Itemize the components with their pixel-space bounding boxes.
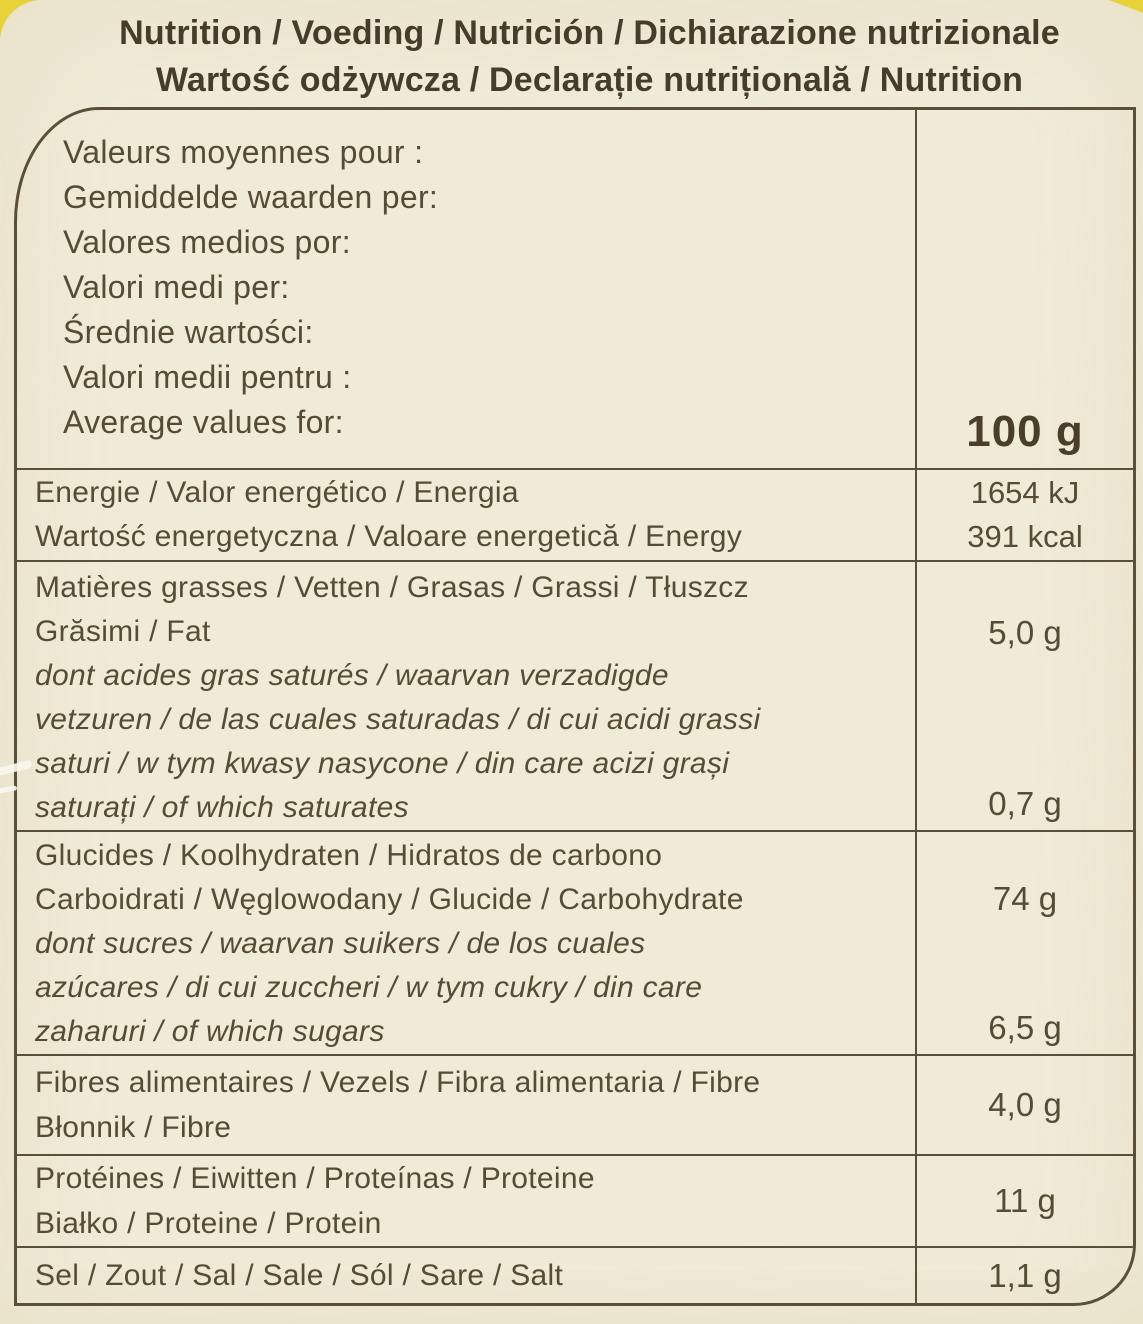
- header-line: Valores medios por:: [63, 224, 351, 260]
- fiber-label: [17, 1056, 915, 1154]
- serving-size-value: 100 g: [966, 407, 1084, 456]
- fat-saturates-label-line: saturați / of which saturates: [35, 791, 409, 824]
- protein-row: [17, 1156, 1133, 1248]
- header-line: Valori medii pentru :: [63, 359, 352, 395]
- nutrition-table: [14, 107, 1136, 1306]
- fat-label-line: Matières grasses / Vetten / Grasas / Grassi / Tłuszcz: [35, 571, 749, 604]
- fat-saturates-label-line: vetzuren / de las cuales saturadas / di cui acidi grassi: [35, 703, 761, 736]
- fat-value: 5,0 g: [988, 614, 1062, 651]
- header-row: [17, 110, 1133, 470]
- carbohydrate-value-cell: [915, 832, 1133, 1054]
- protein-value: 11 g: [994, 1182, 1056, 1219]
- nutrition-title: [0, 10, 1143, 104]
- carbohydrate-row: [17, 832, 1133, 1056]
- energy-row: [17, 470, 1133, 562]
- energy-label-line: Energie / Valor energético / Energia: [35, 476, 519, 509]
- header-line: Average values for:: [63, 404, 344, 440]
- saturates-value: 0,7 g: [988, 785, 1062, 822]
- fat-label-line: Grăsimi / Fat: [35, 615, 211, 648]
- salt-label: [17, 1248, 915, 1303]
- protein-label: [17, 1156, 915, 1246]
- fiber-value-cell: [915, 1056, 1133, 1154]
- fiber-label-line: Błonnik / Fibre: [35, 1111, 232, 1144]
- energy-value-kcal: 391 kcal: [967, 519, 1083, 554]
- energy-value-cell: [915, 470, 1133, 560]
- carbohydrate-label-line: Glucides / Koolhydraten / Hidratos de carbono: [35, 839, 663, 872]
- sugars-value: 6,5 g: [988, 1009, 1062, 1046]
- serving-size-cell: [915, 110, 1133, 468]
- carbohydrate-sugars-label-line: dont sucres / waarvan suikers / de los cuales: [35, 927, 646, 960]
- fiber-label-line: Fibres alimentaires / Vezels / Fibra alimentaria / Fibre: [35, 1066, 761, 1099]
- protein-label-line: Protéines / Eiwitten / Proteínas / Proteine: [35, 1162, 595, 1195]
- header-line: Gemiddelde waarden per:: [63, 179, 439, 215]
- carbohydrate-sugars-label-line: azúcares / di cui zuccheri / w tym cukry / din care: [35, 971, 703, 1004]
- fat-saturates-label-line: saturi / w tym kwasy nasycone / din care acizi grași: [35, 747, 730, 780]
- header-line: Średnie wartości:: [63, 314, 314, 350]
- title-line-1: Nutrition / Voeding / Nutrición / Dichiarazione nutrizionale: [119, 14, 1060, 52]
- header-line: Valeurs moyennes pour :: [63, 134, 424, 170]
- protein-label-line: Białko / Proteine / Protein: [35, 1207, 382, 1240]
- carbohydrate-label-line: Carboidrati / Węglowodany / Glucide / Carbohydrate: [35, 883, 744, 916]
- energy-value-kj: 1654 kJ: [970, 475, 1080, 510]
- salt-value: 1,1 g: [988, 1256, 1062, 1294]
- salt-label-line: Sel / Zout / Sal / Sale / Sól / Sare / Salt: [35, 1259, 564, 1292]
- carbohydrate-value: 74 g: [992, 880, 1058, 917]
- salt-value-cell: [915, 1248, 1133, 1303]
- fiber-value: 4,0 g: [988, 1086, 1062, 1123]
- energy-label: [17, 470, 915, 560]
- fat-saturates-label-line: dont acides gras saturés / waarvan verzadigde: [35, 659, 669, 692]
- protein-value-cell: [915, 1156, 1133, 1246]
- energy-label-line: Wartość energetyczna / Valoare energetică / Energy: [35, 520, 743, 553]
- fat-label: [17, 562, 915, 830]
- title-line-2: Wartość odżywcza / Declarație nutrițională / Nutrition: [155, 61, 1024, 99]
- fat-value-cell: [915, 562, 1133, 830]
- carbohydrate-label: [17, 832, 915, 1054]
- fiber-row: [17, 1056, 1133, 1156]
- header-line: Valori medi per:: [63, 269, 290, 305]
- salt-row: [17, 1248, 1133, 1303]
- carbohydrate-sugars-label-line: zaharuri / of which sugars: [35, 1015, 385, 1048]
- fat-row: [17, 562, 1133, 832]
- average-values-label: [17, 110, 915, 468]
